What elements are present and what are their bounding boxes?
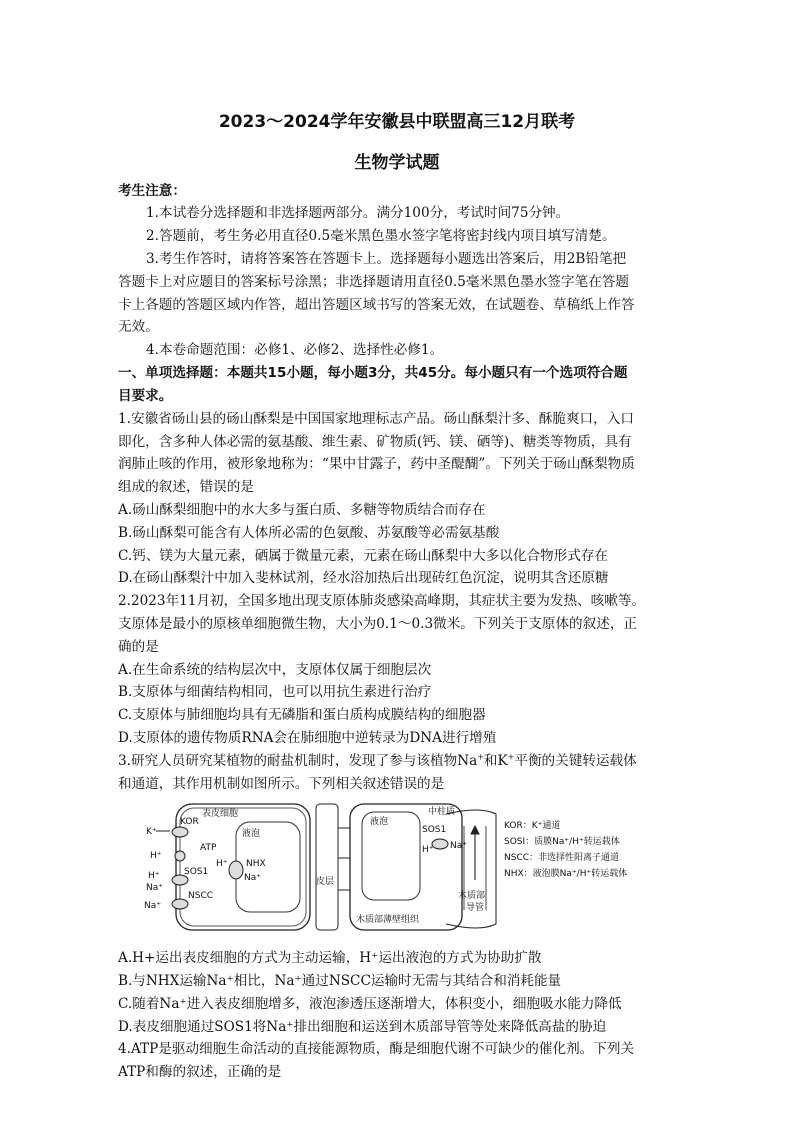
legend-item: KOR：K⁺通道	[504, 821, 561, 831]
option: D.在砀山酥梨汁中加入斐林试剂，经水浴加热后出现砖红色沉淀，说明其含还原糖	[118, 570, 609, 586]
xylem-vessel-label: 导管	[466, 903, 485, 913]
k-ion-label: K⁺	[146, 827, 157, 837]
cortex-cell	[316, 804, 338, 930]
xylem-parenchyma-cell	[350, 804, 462, 930]
question-stem: 1.安徽省砀山县的砀山酥梨是中国国家地理标志产品。砀山酥梨汁多、酥脆爽口，入口	[118, 411, 634, 427]
notice-item: 答题卡上对应题目的答案标号涂黑；非选择题请用直径0.5毫米黑色墨水签字笔在答题	[118, 274, 629, 290]
option: A.H+运出表皮细胞的方式为主动运输，H⁺运出液泡的方式为协助扩散	[118, 950, 542, 966]
notice-item: 3.考生作答时，请将答案答在答题卡上。选择题每小题选出答案后，用2B铅笔把	[146, 251, 627, 267]
kor-label: KOR	[180, 817, 199, 827]
atp-pump-icon	[175, 851, 185, 861]
question-stem: 2.2023年11月初，全国多地出现支原体肺炎感染高峰期，其症状主要为发热、咳嗽等。	[118, 593, 646, 609]
stele-label: 中柱质	[428, 807, 456, 817]
sos1-label: SOS1	[422, 825, 447, 835]
question-stem: 4.ATP是驱动细胞生命活动的直接能源物质，酶是细胞代谢不可缺少的催化剂。下列关	[118, 1041, 635, 1057]
kor-channel-icon	[172, 827, 188, 837]
vacuole-left-label: 液泡	[242, 829, 261, 839]
legend-item: SOSI：质膜Na⁺/H⁺转运载体	[504, 837, 620, 847]
vacuole-right-label: 液泡	[370, 817, 389, 827]
option: B.砀山酥梨可能含有人体所必需的色氨酸、苏氨酸等必需氨基酸	[118, 525, 500, 541]
na-ion-label: Na⁺	[450, 841, 467, 851]
xylem-vessel-label: 木质部	[458, 891, 486, 901]
nscc-channel-icon	[172, 899, 188, 909]
notice-item: 无效。	[118, 319, 159, 335]
question-stem: 组成的叙述，错误的是	[118, 479, 254, 495]
question-stem: 支原体是最小的原核单细胞微生物，大小为0.1～0.3微米。下列关于支原体的叙述，正	[118, 616, 638, 632]
h-ion-label: H⁺	[148, 871, 160, 881]
question-stem: 润肺止咳的作用，被形象地称为：“果中甘露子，药中圣醍醐”。下列关于砀山酥梨物质	[118, 456, 635, 472]
question-stem: ATP和酶的叙述，正确的是	[118, 1064, 282, 1080]
option: D.支原体的遗传物质RNA会在肺细胞中逆转录为DNA进行增殖	[118, 730, 497, 746]
xylem-parenchyma-label: 木质部薄壁组织	[356, 915, 420, 925]
sos1-transporter-icon	[432, 839, 448, 849]
option: A.在生命系统的结构层次中，支原体仅属于细胞层次	[118, 662, 432, 678]
notice-heading: 考生注意：	[118, 183, 186, 199]
h-ion-label: H⁺	[216, 859, 228, 869]
nscc-label: NSCC	[188, 891, 214, 901]
cortex-label: 皮层	[316, 877, 335, 887]
section-heading: 目要求。	[118, 388, 173, 404]
question-stem: 即化，含多种人体必需的氨基酸、维生素、矿物质(钙、镁、硒等)、糖类等物质，具有	[118, 434, 632, 450]
h-ion-label: H⁺	[422, 845, 434, 855]
option: B.支原体与细菌结构相同，也可以用抗生素进行治疗	[118, 684, 432, 700]
option: C.钙、镁为大量元素，硒属于微量元素，元素在砀山酥梨中大多以化合物形式存在	[118, 548, 609, 564]
notice-item: 1.本试卷分选择题和非选择题两部分。满分100分，考试时间75分钟。	[146, 205, 570, 221]
h-ion-label: H⁺	[150, 851, 162, 861]
na-ion-label: Na⁺	[144, 901, 161, 911]
section-heading: 一、单项选择题：本题共15小题，每小题3分，共45分。每小题只有一个选项符合题	[118, 365, 628, 381]
legend-item: NHX：液泡膜Na⁺/H⁺转运载体	[504, 869, 628, 879]
arrow-head-icon	[471, 826, 479, 834]
option: B.与NHX运输Na⁺相比，Na⁺通过NSCC运输时无需与其结合和消耗能量	[118, 973, 562, 989]
na-ion-label: Na⁺	[146, 883, 163, 893]
question-stem: 和通道，其作用机制如图所示。下列相关叙述错误的是	[118, 776, 445, 792]
notice-item: 卡上各题的答题区域内作答，超出答题区域书写的答案无效，在试题卷、草稿纸上作答	[118, 297, 635, 313]
sos1-label: SOS1	[184, 867, 209, 877]
question-stem: 确的是	[118, 639, 159, 655]
exam-title: 2023～2024学年安徽县中联盟高三12月联考	[218, 112, 576, 132]
option: A.砀山酥梨细胞中的水大多与蛋白质、多糖等物质结合而存在	[118, 502, 486, 518]
notice-item: 4.本卷命题范围：必修1、必修2、选择性必修1。	[146, 342, 444, 358]
legend-item: NSCC：非选择性阳离子通道	[504, 853, 620, 863]
notice-item: 2.答题前，考生务必用直径0.5毫米黑色墨水签字笔将密封线内项目填写清楚。	[146, 228, 616, 244]
nhx-transporter-icon	[229, 861, 243, 879]
atp-label: ATP	[200, 843, 217, 853]
transport-diagram	[140, 798, 660, 938]
option: C.随着Na⁺进入表皮细胞增多，液泡渗透压逐渐增大，体积变小，细胞吸水能力降低	[118, 996, 622, 1012]
question-stem: 3.研究人员研究某植物的耐盐机制时，发现了参与该植物Na+和K+平衡的关键转运载体	[118, 752, 637, 769]
epidermis-label: 表皮细胞	[202, 809, 239, 819]
nhx-label: NHX	[246, 859, 266, 869]
option: C.支原体与肺细胞均具有无磷脂和蛋白质构成膜结构的细胞器	[118, 707, 486, 723]
option: D.表皮细胞通过SOS1将Na⁺排出细胞和运送到木质部导管等处来降低高盐的胁迫	[118, 1019, 607, 1035]
legend	[504, 819, 627, 879]
exam-subtitle: 生物学试题	[354, 153, 440, 173]
na-ion-label: Na⁺	[244, 873, 261, 883]
